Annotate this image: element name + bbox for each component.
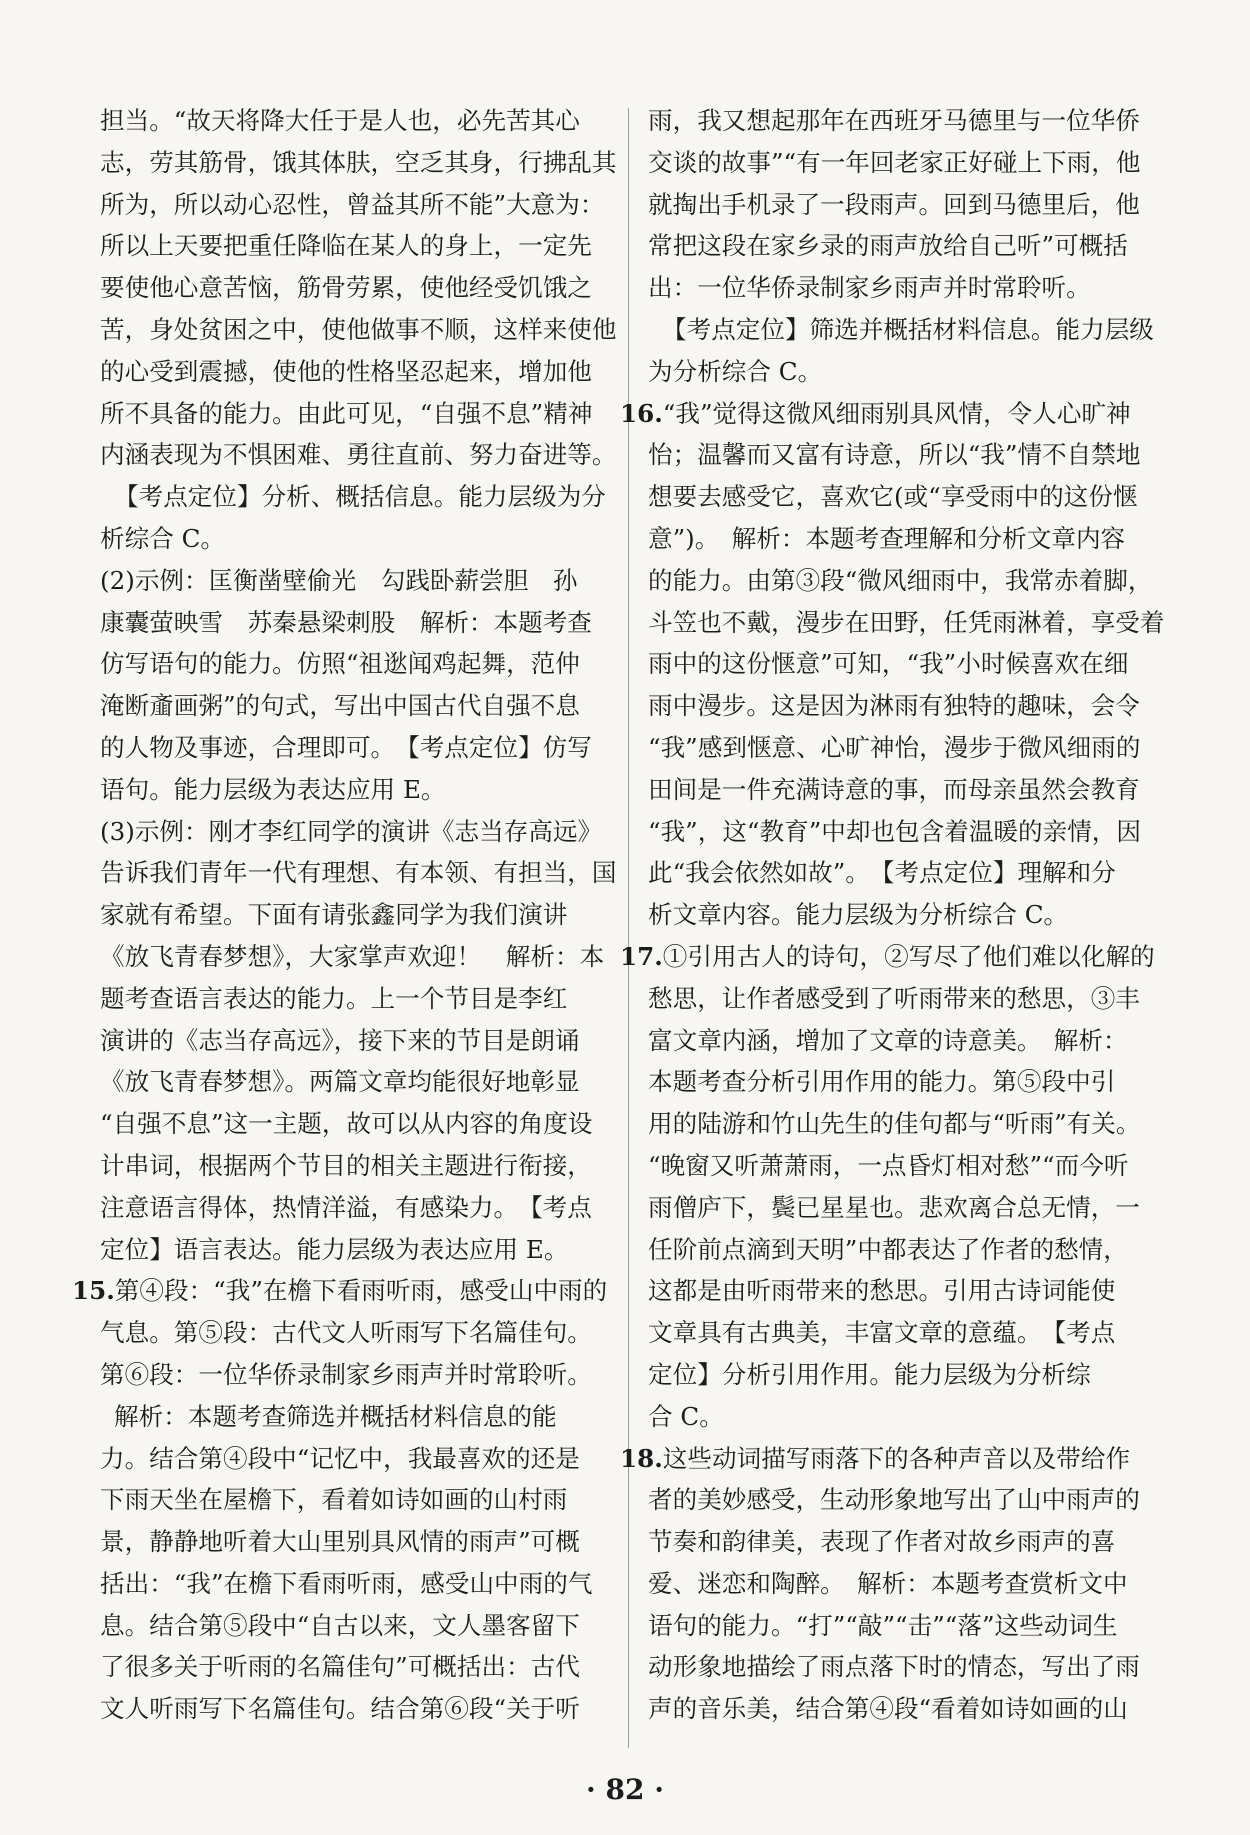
text-line xyxy=(648,476,1188,518)
text-line xyxy=(648,602,1188,644)
line-text: 下雨天坐在屋檐下，看着如诗如画的山村雨 xyxy=(100,1485,568,1515)
line-text: 气息。第⑤段：古代文人听雨写下名篇佳句。 xyxy=(100,1318,592,1348)
line-text: 苦，身处贫困之中，使他做事不顺，这样来使他 xyxy=(100,314,617,344)
text-line xyxy=(100,894,620,936)
text-line xyxy=(100,769,620,811)
line-text: 任阶前点滴到天明”中都表达了作者的愁情， xyxy=(648,1234,1128,1264)
text-line xyxy=(648,1605,1188,1647)
line-text: 所为，所以动心忍性，曾益其所不能”大意为： xyxy=(100,189,605,219)
text-line xyxy=(648,978,1188,1020)
text-line xyxy=(100,1521,620,1563)
line-text: 景，静静地听着大山里别具风情的雨声”可概 xyxy=(100,1527,580,1557)
line-text: 所以上天要把重任降临在某人的身上，一定先 xyxy=(100,231,592,261)
line-text: 告诉我们青年一代有理想、有本领、有担当，国 xyxy=(100,858,617,888)
line-text: 语句的能力。“打”“敲”“击”“落”这些动词生 xyxy=(648,1610,1118,1640)
text-line xyxy=(648,1145,1188,1187)
line-text: 雨中漫步。这是因为淋雨有独特的趣味，会令 xyxy=(648,691,1140,721)
text-line xyxy=(620,1438,1188,1480)
line-text: 文章具有古典美，丰富文章的意蕴。 【考点 xyxy=(648,1318,1116,1348)
page-number: · 82 · xyxy=(586,1773,664,1806)
line-text: 这都是由听雨带来的愁思。引用古诗词能使 xyxy=(648,1276,1116,1306)
text-line xyxy=(100,267,620,309)
line-text: 注意语言得体，热情洋溢，有感染力。 【考点 xyxy=(100,1192,592,1222)
text-line xyxy=(100,1646,620,1688)
text-line xyxy=(100,476,620,518)
text-line xyxy=(648,1229,1188,1271)
line-text: 这些动词描写雨落下的各种声音以及带给作 xyxy=(662,1443,1131,1473)
text-line xyxy=(100,184,620,226)
text-line xyxy=(648,811,1188,853)
line-text: 第④段：“我”在檐下看雨听雨，感受山中雨的 xyxy=(114,1276,608,1306)
line-text: 想要去感受它，喜欢它(或“享受雨中的这份惬 xyxy=(648,482,1138,512)
line-text: “我”，这“教育”中却也包含着温暖的亲情，因 xyxy=(648,816,1141,846)
text-line xyxy=(100,1563,620,1605)
text-line xyxy=(648,518,1188,560)
line-text: 析综合 C。 xyxy=(100,523,226,553)
text-line xyxy=(648,1312,1188,1354)
text-line xyxy=(100,393,620,435)
text-line xyxy=(100,1020,620,1062)
text-line xyxy=(100,1688,620,1730)
line-text: 田间是一件充满诗意的事，而母亲虽然会教育 xyxy=(648,774,1140,804)
question-number: 15. xyxy=(72,1276,115,1306)
text-line xyxy=(100,643,620,685)
text-line xyxy=(100,1605,620,1647)
text-line xyxy=(100,685,620,727)
line-text: 解析：本题考查筛选并概括材料信息的能 xyxy=(114,1401,557,1431)
line-text: “晚窗又听萧萧雨，一点昏灯相对愁”“而今听 xyxy=(648,1150,1129,1180)
line-text: 【考点定位】分析、概括信息。能力层级为分 xyxy=(114,482,606,512)
text-line xyxy=(648,1061,1188,1103)
text-line xyxy=(100,1061,620,1103)
text-line xyxy=(648,769,1188,811)
text-line xyxy=(648,685,1188,727)
line-text: 雨，我又想起那年在西班牙马德里与一位华侨 xyxy=(648,106,1140,135)
text-line xyxy=(648,1270,1188,1312)
text-line xyxy=(648,1479,1188,1521)
line-text: 雨僧庐下，鬓已星星也。悲欢离合总无情，一 xyxy=(648,1192,1140,1222)
text-line xyxy=(100,1103,620,1145)
line-text: 富文章内涵，增加了文章的诗意美。 解析： xyxy=(648,1025,1128,1055)
line-text: 交谈的故事”“有一年回老家正好碰上下雨，他 xyxy=(648,147,1141,177)
text-line xyxy=(648,434,1188,476)
line-text: 康囊萤映雪 苏秦悬梁刺股 解析：本题考查 xyxy=(100,607,592,637)
text-line xyxy=(100,434,620,476)
line-text: 者的美妙感受，生动形象地写出了山中雨声的 xyxy=(648,1485,1140,1515)
line-text: 动形象地描绘了雨点落下时的情态，写出了雨 xyxy=(648,1652,1140,1682)
text-line xyxy=(648,1103,1188,1145)
line-text: 题考查语言表达的能力。上一个节目是李红 xyxy=(100,983,568,1013)
line-text: 合 C。 xyxy=(648,1401,724,1431)
text-line xyxy=(100,602,620,644)
text-line xyxy=(100,351,620,393)
text-line xyxy=(648,1020,1188,1062)
text-line xyxy=(648,1396,1188,1438)
line-text: 本题考查分析引用作用的能力。第⑤段中引 xyxy=(648,1067,1116,1097)
text-line xyxy=(648,560,1188,602)
line-text: 《放飞青春梦想》，大家掌声欢迎！ 解析：本 xyxy=(100,941,605,971)
line-text: 爱、迷恋和陶醉。 解析：本题考查赏析文中 xyxy=(648,1568,1128,1598)
text-line xyxy=(100,978,620,1020)
line-text: 此“我会依然如故”。 【考点定位】理解和分 xyxy=(648,858,1116,888)
text-line xyxy=(648,142,1188,184)
line-text: 担当。“故天将降大任于是人也，必先苦其心 xyxy=(100,106,580,135)
line-text: 括出：“我”在檐下看雨听雨，感受山中雨的气 xyxy=(100,1568,593,1598)
line-text: 仿写语句的能力。仿照“祖逖闻鸡起舞，范仲 xyxy=(100,649,580,679)
line-text: 语句。能力层级为表达应用 E。 xyxy=(100,774,446,804)
line-text: 怡；温馨而又富有诗意，所以“我”情不自禁地 xyxy=(648,440,1141,470)
line-text: 为分析综合 C。 xyxy=(648,356,823,386)
text-line xyxy=(648,1354,1188,1396)
text-line xyxy=(648,1646,1188,1688)
line-text: 文人听雨写下名篇佳句。结合第⑥段“关于听 xyxy=(100,1694,580,1724)
line-text: 的人物及事迹，合理即可。 【考点定位】仿写 xyxy=(100,732,592,762)
line-text: 第⑥段：一位华侨录制家乡雨声并时常聆听。 xyxy=(100,1359,592,1389)
text-line xyxy=(100,852,620,894)
text-line xyxy=(620,393,1188,435)
line-text: 的心受到震撼，使他的性格坚忍起来，增加他 xyxy=(100,356,592,386)
text-line xyxy=(648,727,1188,769)
line-text: 意”)。 解析：本题考查理解和分析文章内容 xyxy=(648,523,1126,553)
line-text: 息。结合第⑤段中“自古以来，文人墨客留下 xyxy=(100,1610,580,1640)
text-line xyxy=(648,1688,1188,1730)
line-text: “我”觉得这微风细雨别具风情，令人心旷神 xyxy=(662,398,1131,428)
text-line xyxy=(648,184,1188,226)
text-line xyxy=(100,1479,620,1521)
question-number: 17. xyxy=(620,941,663,971)
text-line xyxy=(100,1145,620,1187)
line-text: 淹断齑画粥”的句式，写出中国古代自强不息 xyxy=(100,691,580,721)
line-text: (2)示例：匡衡凿壁偷光 勾践卧薪尝胆 孙 xyxy=(100,565,578,595)
left-column xyxy=(72,100,620,1730)
text-line xyxy=(100,1187,620,1229)
text-line xyxy=(648,267,1188,309)
text-line xyxy=(72,1270,620,1312)
text-line xyxy=(100,1354,620,1396)
right-column xyxy=(620,100,1188,1730)
text-line xyxy=(100,1312,620,1354)
line-text: 《放飞青春梦想》。两篇文章均能很好地彰显 xyxy=(100,1067,580,1097)
line-text: (3)示例：刚才李红同学的演讲《志当存高远》 xyxy=(100,816,603,846)
line-text: “我”感到惬意、心旷神怡，漫步于微风细雨的 xyxy=(648,732,1141,762)
line-text: 节奏和韵律美，表现了作者对故乡雨声的喜 xyxy=(648,1527,1116,1557)
line-text: 定位】分析引用作用。能力层级为分析综 xyxy=(648,1359,1091,1389)
text-line xyxy=(648,643,1188,685)
text-line xyxy=(648,225,1188,267)
text-line xyxy=(100,811,620,853)
line-text: 常把这段在家乡录的雨声放给自己听”可概括 xyxy=(648,231,1128,261)
line-text: 要使他心意苦恼，筋骨劳累，使他经受饥饿之 xyxy=(100,273,592,303)
line-text: ①引用古人的诗句，②写尽了他们难以化解的 xyxy=(662,941,1155,971)
line-text: 演讲的《志当存高远》，接下来的节目是朗诵 xyxy=(100,1025,580,1055)
text-line xyxy=(620,936,1188,978)
line-text: 的能力。由第③段“微风细雨中，我常赤着脚， xyxy=(648,565,1153,595)
line-text: 用的陆游和竹山先生的佳句都与“听雨”有关。 xyxy=(648,1109,1141,1139)
line-text: 所不具备的能力。由此可见，“自强不息”精神 xyxy=(100,398,593,428)
text-line xyxy=(100,309,620,351)
text-line xyxy=(100,518,620,560)
text-line xyxy=(100,100,620,142)
text-line xyxy=(100,936,620,978)
text-line xyxy=(648,309,1188,351)
line-text: 声的音乐美，结合第④段“看着如诗如画的山 xyxy=(648,1694,1128,1724)
text-line xyxy=(648,894,1188,936)
text-line xyxy=(100,1229,620,1271)
line-text: 力。结合第④段中“记忆中，我最喜欢的还是 xyxy=(100,1443,580,1473)
line-text: 内涵表现为不惧困难、勇往直前、努力奋进等。 xyxy=(100,440,617,470)
line-text: 雨中的这份惬意”可知，“我”小时候喜欢在细 xyxy=(648,649,1129,679)
text-line xyxy=(100,560,620,602)
line-text: 斗笠也不戴，漫步在田野，任凭雨淋着，享受着 xyxy=(648,607,1165,637)
line-text: 了很多关于听雨的名篇佳句”可概括出：古代 xyxy=(100,1652,580,1682)
line-text: 愁思，让作者感受到了听雨带来的愁思，③丰 xyxy=(648,983,1140,1013)
line-text: 析文章内容。能力层级为分析综合 C。 xyxy=(648,900,1069,930)
column-divider xyxy=(628,108,629,1748)
question-number: 18. xyxy=(620,1443,663,1473)
line-text: 志，劳其筋骨，饿其体肤，空乏其身，行拂乱其 xyxy=(100,147,617,177)
question-number: 16. xyxy=(620,398,663,428)
text-line xyxy=(100,727,620,769)
text-line xyxy=(648,1563,1188,1605)
line-text: 定位】语言表达。能力层级为表达应用 E。 xyxy=(100,1234,569,1264)
line-text: 出：一位华侨录制家乡雨声并时常聆听。 xyxy=(648,273,1091,303)
text-line xyxy=(100,142,620,184)
text-line xyxy=(100,1438,620,1480)
line-text: 家就有希望。下面有请张鑫同学为我们演讲 xyxy=(100,900,568,930)
text-line xyxy=(648,852,1188,894)
line-text: 就掏出手机录了一段雨声。回到马德里后，他 xyxy=(648,189,1140,219)
text-line xyxy=(648,100,1188,142)
text-line xyxy=(648,1521,1188,1563)
text-line xyxy=(100,1396,620,1438)
text-line xyxy=(648,351,1188,393)
text-line xyxy=(648,1187,1188,1229)
line-text: 计串词，根据两个节目的相关主题进行衔接， xyxy=(100,1150,592,1180)
text-line xyxy=(100,225,620,267)
line-text: 【考点定位】筛选并概括材料信息。能力层级 xyxy=(662,314,1154,344)
line-text: “自强不息”这一主题，故可以从内容的角度设 xyxy=(100,1109,593,1139)
